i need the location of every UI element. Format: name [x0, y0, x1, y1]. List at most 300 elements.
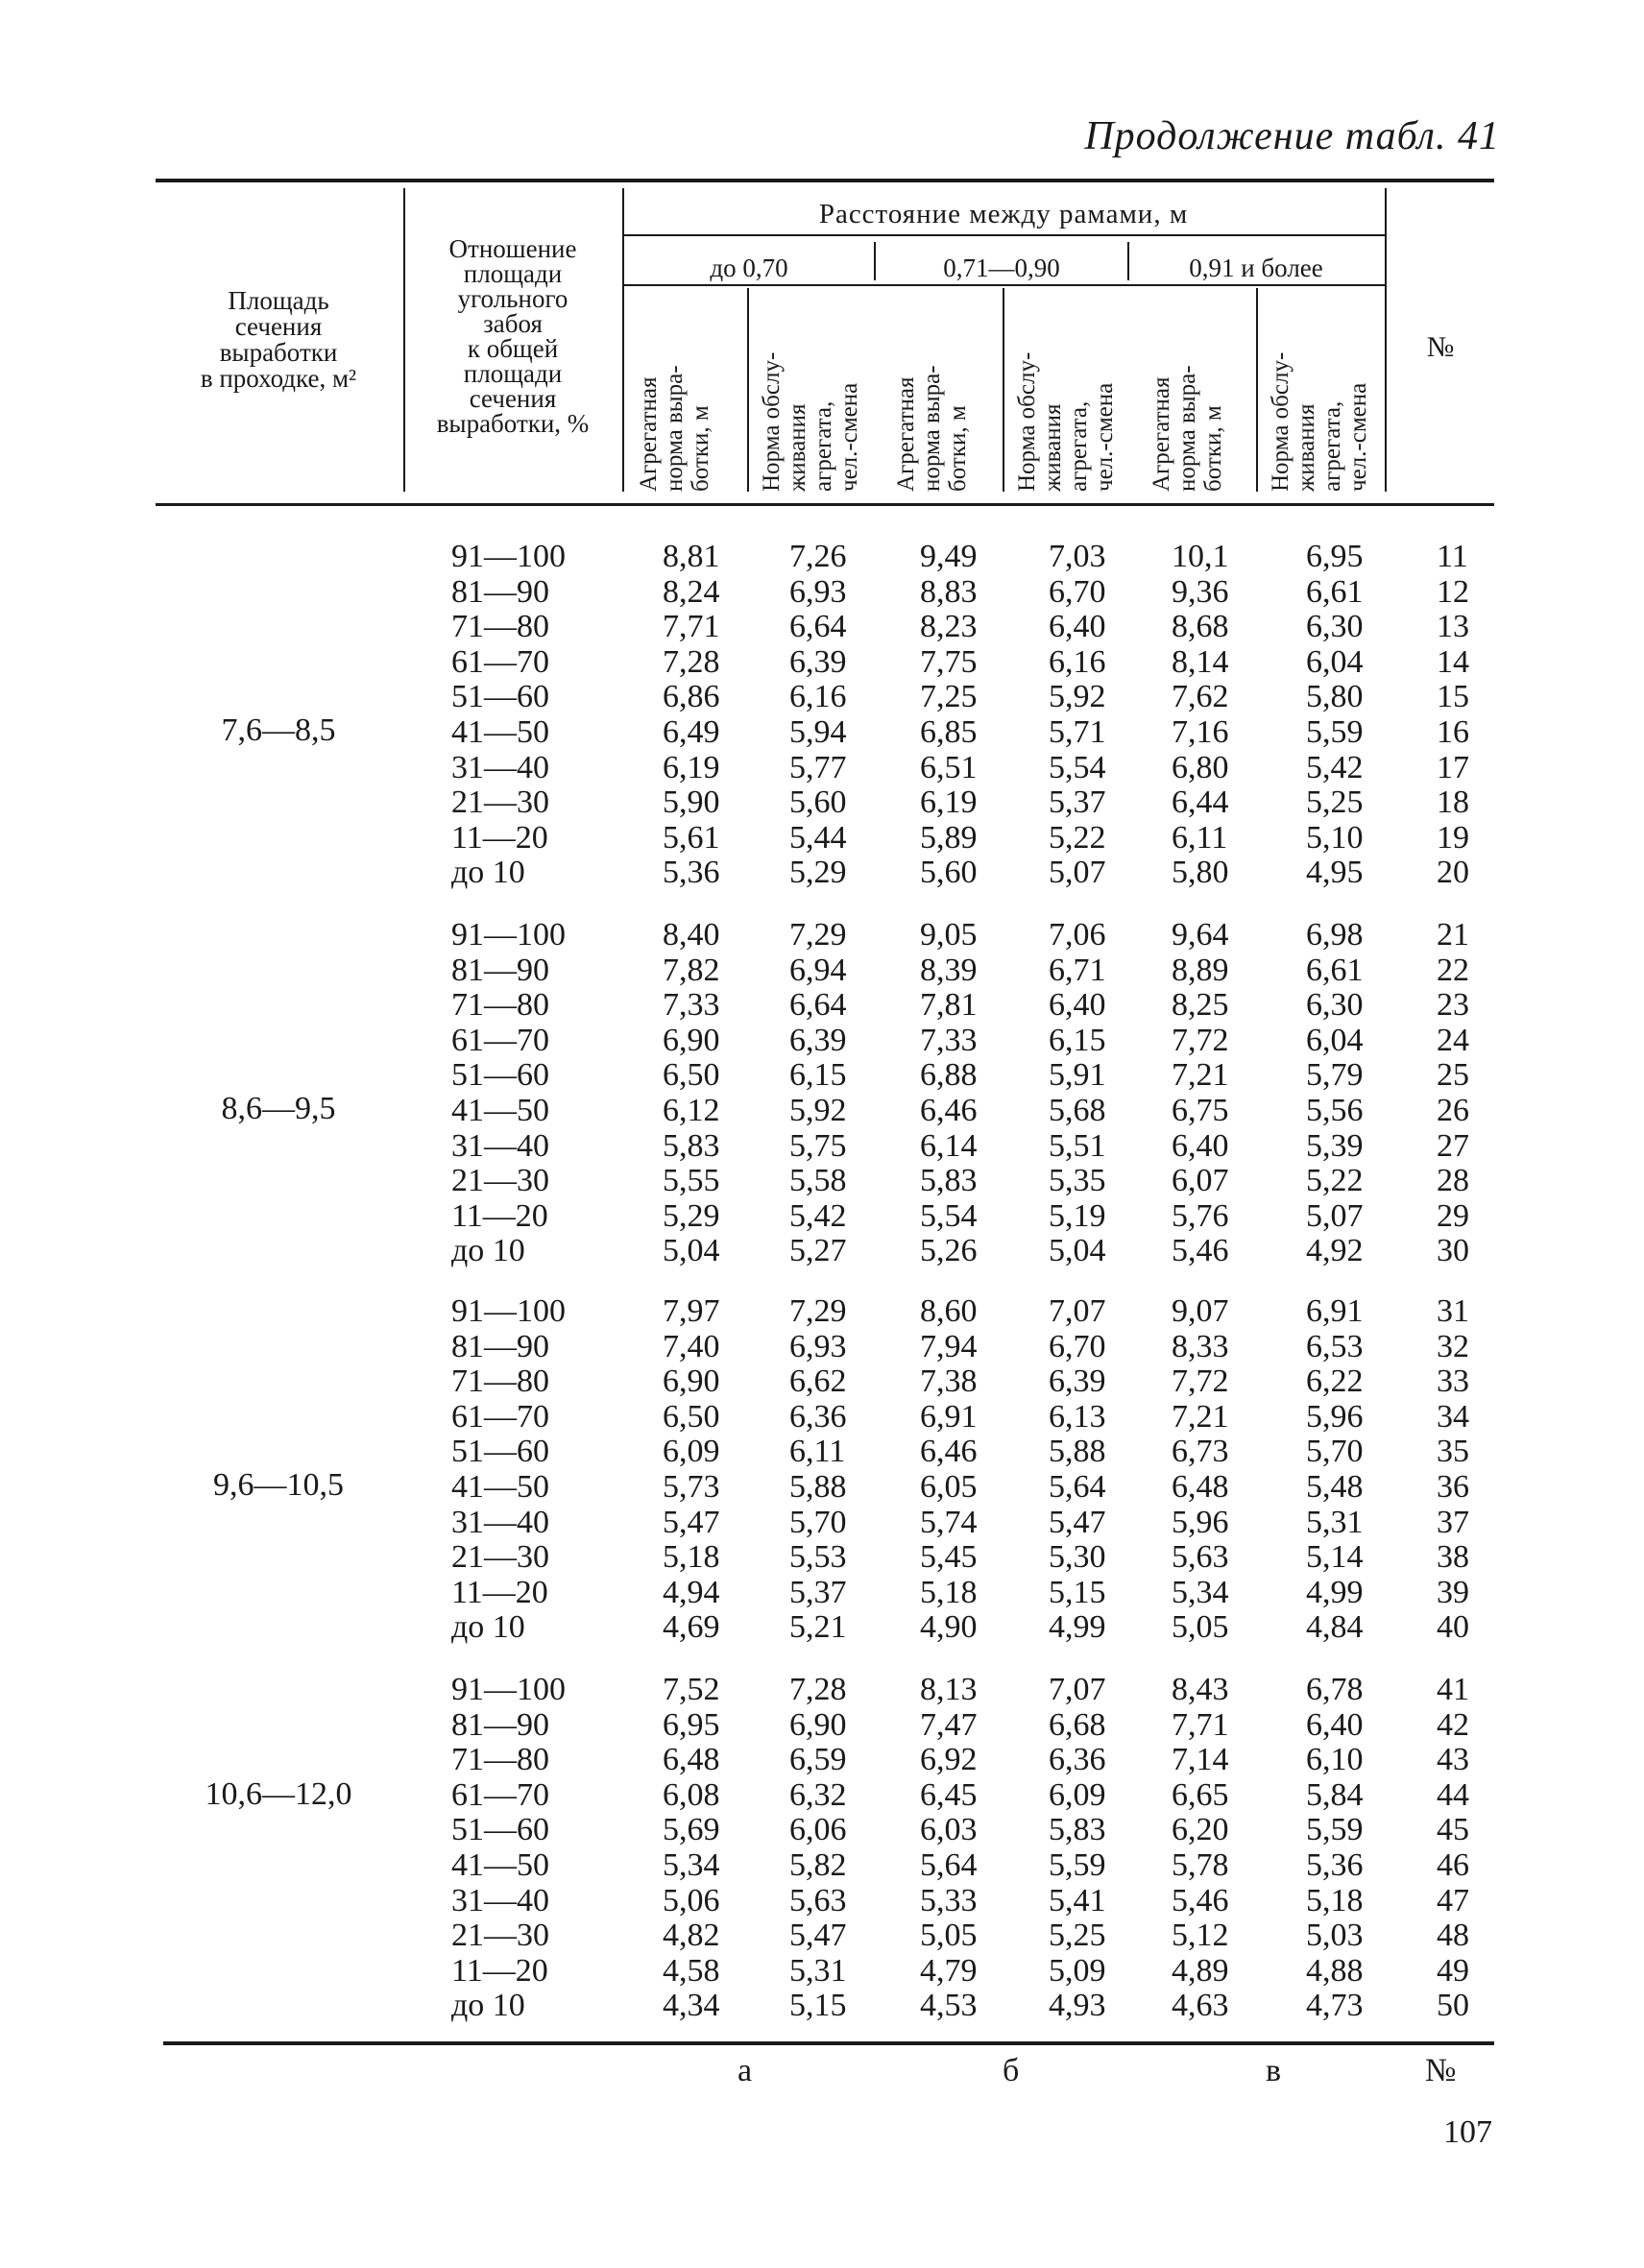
norm-a-2: 6,51: [920, 749, 978, 785]
norm-b-2: 5,04: [1049, 1233, 1106, 1269]
norm-a-1: 5,29: [663, 1197, 720, 1234]
norm-b-3: 6,04: [1306, 643, 1364, 680]
norm-a-1: 8,24: [663, 573, 720, 610]
norm-b-3: 5,79: [1306, 1057, 1364, 1094]
ratio-cell: 51—60: [451, 1812, 549, 1848]
subheader-b-3: Норма обслу- живания агрегата, чел.-смена: [1268, 351, 1371, 492]
norm-a-3: 8,43: [1172, 1672, 1229, 1707]
norm-a-1: 6,08: [663, 1776, 720, 1813]
norm-a-1: 6,90: [663, 1022, 720, 1058]
norm-b-1: 5,94: [789, 714, 847, 750]
norm-b-3: 5,03: [1306, 1918, 1364, 1954]
row-number: 20: [1437, 855, 1469, 891]
norm-b-3: 5,39: [1306, 1127, 1364, 1164]
row-number: 17: [1437, 749, 1469, 785]
norm-a-1: 8,40: [663, 917, 720, 953]
ratio-cell: 61—70: [451, 1398, 549, 1435]
row-number: 11: [1437, 539, 1468, 574]
norm-a-1: 7,28: [663, 643, 720, 680]
header-distance: Расстояние между рамами, м: [818, 199, 1189, 229]
norm-b-1: 6,39: [789, 643, 847, 680]
norm-a-2: 5,60: [920, 855, 978, 891]
subheader-b-2: Норма обслу- живания агрегата, чел.-смена: [1014, 351, 1118, 492]
row-number: 33: [1437, 1363, 1469, 1400]
ratio-cell: 11—20: [451, 1574, 548, 1610]
norm-a-1: 6,09: [663, 1434, 720, 1470]
row-number: 31: [1437, 1293, 1469, 1329]
section-area: 9,6—10,5: [213, 1467, 344, 1503]
norm-b-3: 6,78: [1306, 1672, 1364, 1707]
norm-a-1: 5,34: [663, 1847, 720, 1883]
norm-b-1: 5,47: [789, 1918, 847, 1954]
norm-a-3: 5,34: [1172, 1574, 1229, 1610]
footer-label-a: а: [737, 2053, 753, 2088]
norm-b-3: 6,10: [1306, 1742, 1364, 1778]
norm-b-2: 6,40: [1049, 609, 1106, 645]
norm-a-3: 5,63: [1172, 1539, 1229, 1576]
norm-b-2: 5,25: [1049, 1918, 1106, 1954]
norm-b-2: 5,09: [1049, 1952, 1106, 1989]
norm-b-3: 5,80: [1306, 679, 1364, 715]
subheader-a-2: Агрегатная норма выра- ботки, м: [893, 365, 971, 492]
row-number: 44: [1437, 1776, 1469, 1813]
norm-a-2: 7,25: [920, 679, 978, 715]
norm-b-2: 5,41: [1049, 1882, 1106, 1918]
header-rule: [156, 503, 1494, 506]
norm-b-2: 6,09: [1049, 1776, 1106, 1813]
norm-b-3: 5,14: [1306, 1539, 1364, 1576]
norm-b-3: 5,56: [1306, 1093, 1364, 1128]
norm-b-2: 6,40: [1049, 987, 1106, 1024]
norm-a-3: 6,40: [1172, 1127, 1229, 1164]
norm-b-2: 6,71: [1049, 952, 1106, 988]
ratio-cell: 81—90: [451, 952, 549, 988]
norm-a-2: 7,38: [920, 1363, 978, 1400]
footer-label-c: в: [1266, 2053, 1282, 2088]
row-number: 42: [1437, 1706, 1469, 1743]
norm-b-2: 6,68: [1049, 1706, 1106, 1743]
norm-b-2: 5,83: [1049, 1812, 1106, 1848]
norm-b-1: 6,64: [789, 987, 847, 1024]
row-number: 35: [1437, 1434, 1469, 1470]
ratio-cell: 81—90: [451, 1706, 549, 1743]
norm-a-1: 5,73: [663, 1469, 720, 1505]
norm-b-3: 4,99: [1306, 1574, 1364, 1610]
ratio-cell: 81—90: [451, 573, 549, 610]
norm-a-3: 7,72: [1172, 1363, 1229, 1400]
norm-a-3: 10,1: [1172, 539, 1229, 574]
row-number: 19: [1437, 819, 1469, 856]
ratio-cell: 51—60: [451, 1434, 549, 1470]
norm-b-3: 5,70: [1306, 1434, 1364, 1470]
norm-a-3: 7,62: [1172, 679, 1229, 715]
norm-a-3: 5,78: [1172, 1847, 1229, 1883]
norm-b-1: 6,16: [789, 679, 847, 715]
norm-a-1: 7,82: [663, 952, 720, 988]
norm-a-3: 5,46: [1172, 1882, 1229, 1918]
norm-b-2: 5,92: [1049, 679, 1106, 715]
norm-a-2: 5,89: [920, 819, 978, 856]
ratio-cell: 51—60: [451, 679, 549, 715]
norm-b-1: 5,53: [789, 1539, 847, 1576]
norm-a-2: 8,13: [920, 1672, 978, 1707]
norm-a-2: 5,83: [920, 1163, 978, 1199]
norm-b-1: 5,42: [789, 1197, 847, 1234]
norm-a-2: 9,49: [920, 539, 978, 574]
header-divider: [1256, 288, 1258, 492]
section-area: 7,6—8,5: [221, 712, 336, 748]
row-number: 14: [1437, 643, 1469, 680]
norm-b-3: 4,88: [1306, 1952, 1364, 1989]
ratio-cell: до 10: [451, 1609, 525, 1646]
norm-a-1: 6,86: [663, 679, 720, 715]
norm-a-3: 6,75: [1172, 1093, 1229, 1128]
norm-a-2: 9,05: [920, 917, 978, 953]
norm-b-3: 6,61: [1306, 952, 1364, 988]
section-area: 8,6—9,5: [221, 1091, 336, 1126]
norm-a-3: 9,07: [1172, 1293, 1229, 1329]
norm-b-2: 5,64: [1049, 1469, 1106, 1505]
norm-b-2: 6,70: [1049, 1328, 1106, 1364]
ratio-cell: 61—70: [451, 1776, 549, 1813]
norm-a-2: 7,33: [920, 1022, 978, 1058]
norm-b-2: 7,03: [1049, 539, 1106, 574]
norm-b-1: 5,70: [789, 1504, 847, 1540]
norm-a-1: 6,12: [663, 1093, 720, 1128]
norm-a-1: 4,34: [663, 1988, 720, 2024]
row-number: 49: [1437, 1952, 1469, 1989]
norm-b-3: 6,22: [1306, 1363, 1364, 1400]
norm-a-2: 8,60: [920, 1293, 978, 1329]
header-group-1: до 0,70: [710, 253, 788, 282]
norm-a-3: 5,80: [1172, 855, 1229, 891]
row-number: 27: [1437, 1127, 1469, 1164]
norm-a-1: 5,47: [663, 1504, 720, 1540]
subheader-b-1: Норма обслу- живания агрегата, чел.-смена: [759, 351, 862, 492]
norm-a-3: 8,89: [1172, 952, 1229, 988]
norm-b-2: 7,06: [1049, 917, 1106, 953]
row-number: 26: [1437, 1093, 1469, 1128]
top-rule: [156, 179, 1494, 182]
norm-b-2: 6,13: [1049, 1398, 1106, 1435]
row-number: 13: [1437, 609, 1469, 645]
norm-b-1: 5,31: [789, 1952, 847, 1989]
header-area: Площадь сечения выработки в проходке, м²: [200, 286, 357, 393]
header-divider: [1003, 288, 1004, 492]
ratio-cell: 81—90: [451, 1328, 549, 1364]
norm-b-1: 6,11: [789, 1434, 846, 1470]
norm-a-3: 6,11: [1172, 819, 1228, 856]
norm-a-1: 6,50: [663, 1398, 720, 1435]
row-number: 24: [1437, 1022, 1469, 1058]
norm-a-1: 4,94: [663, 1574, 720, 1610]
norm-b-2: 5,54: [1049, 749, 1106, 785]
norm-b-1: 5,75: [789, 1127, 847, 1164]
norm-a-3: 6,80: [1172, 749, 1229, 785]
norm-b-2: 6,39: [1049, 1363, 1106, 1400]
norm-b-2: 5,22: [1049, 819, 1106, 856]
norm-b-3: 6,61: [1306, 573, 1364, 610]
header-divider: [624, 284, 1385, 286]
row-number: 46: [1437, 1847, 1469, 1883]
norm-a-2: 6,92: [920, 1742, 978, 1778]
norm-b-3: 6,30: [1306, 609, 1364, 645]
norm-b-3: 6,98: [1306, 917, 1364, 953]
norm-b-3: 5,48: [1306, 1469, 1364, 1505]
norm-b-3: 5,31: [1306, 1504, 1364, 1540]
subheader-a-1: Агрегатная норма выра- ботки, м: [636, 365, 713, 492]
header-group-3: 0,91 и более: [1189, 253, 1323, 282]
ratio-cell: 31—40: [451, 1882, 549, 1918]
ratio-cell: 41—50: [451, 1093, 549, 1128]
page-number: 107: [1443, 2114, 1492, 2150]
norm-b-2: 5,71: [1049, 714, 1106, 750]
ratio-cell: 31—40: [451, 1127, 549, 1164]
norm-b-3: 5,36: [1306, 1847, 1364, 1883]
norm-b-1: 7,26: [789, 539, 847, 574]
header-divider: [624, 234, 1385, 236]
norm-b-3: 6,30: [1306, 987, 1364, 1024]
norm-b-2: 5,91: [1049, 1057, 1106, 1094]
table-caption: Продолжение табл. 41: [1084, 114, 1500, 158]
norm-b-3: 4,73: [1306, 1988, 1364, 2024]
norm-a-1: 5,90: [663, 784, 720, 821]
norm-a-3: 7,72: [1172, 1022, 1229, 1058]
row-number: 36: [1437, 1469, 1469, 1505]
norm-b-3: 5,96: [1306, 1398, 1364, 1435]
section-area: 10,6—12,0: [205, 1776, 352, 1812]
norm-a-2: 6,46: [920, 1434, 978, 1470]
norm-a-2: 7,75: [920, 643, 978, 680]
header-divider: [747, 288, 749, 492]
norm-a-1: 7,52: [663, 1672, 720, 1707]
row-number: 21: [1437, 917, 1469, 953]
norm-b-3: 5,42: [1306, 749, 1364, 785]
ratio-cell: 21—30: [451, 1918, 549, 1954]
norm-b-2: 6,15: [1049, 1022, 1106, 1058]
norm-b-3: 6,95: [1306, 539, 1364, 574]
norm-a-3: 5,96: [1172, 1504, 1229, 1540]
header-number: №: [1426, 331, 1455, 363]
ratio-cell: 11—20: [451, 819, 548, 856]
ratio-cell: 71—80: [451, 1363, 549, 1400]
ratio-cell: 61—70: [451, 1022, 549, 1058]
norm-b-1: 6,06: [789, 1812, 847, 1848]
norm-a-2: 5,33: [920, 1882, 978, 1918]
norm-b-1: 5,15: [789, 1988, 847, 2024]
row-number: 12: [1437, 573, 1469, 610]
norm-a-3: 7,16: [1172, 714, 1229, 750]
norm-a-1: 6,48: [663, 1742, 720, 1778]
norm-a-3: 5,76: [1172, 1197, 1229, 1234]
norm-b-1: 7,29: [789, 1293, 847, 1329]
norm-b-3: 5,59: [1306, 1812, 1364, 1848]
norm-b-3: 6,91: [1306, 1293, 1364, 1329]
norm-a-1: 5,69: [663, 1812, 720, 1848]
norm-a-2: 6,91: [920, 1398, 978, 1435]
norm-a-1: 8,81: [663, 539, 720, 574]
subheader-a-3: Агрегатная норма выра- ботки, м: [1148, 365, 1226, 492]
norm-b-3: 6,04: [1306, 1022, 1364, 1058]
norm-a-1: 7,71: [663, 609, 720, 645]
norm-a-3: 5,46: [1172, 1233, 1229, 1269]
norm-b-2: 6,70: [1049, 573, 1106, 610]
ratio-cell: 71—80: [451, 1742, 549, 1778]
norm-b-1: 6,32: [789, 1776, 847, 1813]
norm-b-1: 6,93: [789, 1328, 847, 1364]
row-number: 47: [1437, 1882, 1469, 1918]
norm-b-2: 5,19: [1049, 1197, 1106, 1234]
ratio-cell: до 10: [451, 1988, 525, 2024]
norm-b-3: 6,40: [1306, 1706, 1364, 1743]
header-divider: [1127, 242, 1129, 280]
norm-a-1: 5,04: [663, 1233, 720, 1269]
norm-a-1: 4,69: [663, 1609, 720, 1646]
norm-a-1: 7,40: [663, 1328, 720, 1364]
norm-b-1: 5,44: [789, 819, 847, 856]
norm-b-2: 4,93: [1049, 1988, 1106, 2024]
norm-a-2: 8,83: [920, 573, 978, 610]
norm-a-1: 6,95: [663, 1706, 720, 1743]
norm-a-3: 6,73: [1172, 1434, 1229, 1470]
norm-a-2: 8,23: [920, 609, 978, 645]
norm-a-3: 4,89: [1172, 1952, 1229, 1989]
ratio-cell: 51—60: [451, 1057, 549, 1094]
row-number: 34: [1437, 1398, 1469, 1435]
ratio-cell: 91—100: [451, 1672, 566, 1707]
norm-a-3: 7,14: [1172, 1742, 1229, 1778]
norm-b-2: 5,37: [1049, 784, 1106, 821]
norm-a-2: 8,39: [920, 952, 978, 988]
norm-b-2: 6,16: [1049, 643, 1106, 680]
norm-a-3: 6,20: [1172, 1812, 1229, 1848]
norm-a-2: 5,26: [920, 1233, 978, 1269]
norm-b-1: 5,29: [789, 855, 847, 891]
ratio-cell: 21—30: [451, 1163, 549, 1199]
norm-b-1: 5,27: [789, 1233, 847, 1269]
norm-a-1: 5,61: [663, 819, 720, 856]
ratio-cell: 71—80: [451, 987, 549, 1024]
norm-b-2: 7,07: [1049, 1293, 1106, 1329]
norm-a-3: 9,64: [1172, 917, 1229, 953]
norm-a-2: 6,19: [920, 784, 978, 821]
norm-a-3: 8,14: [1172, 643, 1229, 680]
header-ratio: Отношение площади угольного забоя к общей площади сечения выработки, %: [436, 234, 590, 438]
norm-b-1: 5,92: [789, 1093, 847, 1128]
ratio-cell: 41—50: [451, 714, 549, 750]
row-number: 39: [1437, 1574, 1469, 1610]
norm-a-1: 5,18: [663, 1539, 720, 1576]
norm-b-1: 7,29: [789, 917, 847, 953]
norm-b-1: 6,64: [789, 609, 847, 645]
norm-a-2: 6,14: [920, 1127, 978, 1164]
norm-a-2: 4,79: [920, 1952, 978, 1989]
norm-a-2: 7,94: [920, 1328, 978, 1364]
norm-a-1: 5,55: [663, 1163, 720, 1199]
row-number: 41: [1437, 1672, 1469, 1707]
norm-a-2: 4,90: [920, 1609, 978, 1646]
header-divider: [403, 188, 405, 492]
norm-b-3: 4,84: [1306, 1609, 1364, 1646]
row-number: 50: [1437, 1988, 1469, 2024]
row-number: 15: [1437, 679, 1469, 715]
norm-b-2: 5,51: [1049, 1127, 1106, 1164]
row-number: 23: [1437, 987, 1469, 1024]
norm-b-1: 5,88: [789, 1469, 847, 1505]
norm-b-1: 7,28: [789, 1672, 847, 1707]
norm-b-1: 6,93: [789, 573, 847, 610]
norm-b-3: 5,25: [1306, 784, 1364, 821]
norm-a-3: 6,48: [1172, 1469, 1229, 1505]
norm-b-3: 4,95: [1306, 855, 1364, 891]
norm-b-2: 5,30: [1049, 1539, 1106, 1576]
norm-b-3: 5,18: [1306, 1882, 1364, 1918]
norm-b-1: 6,90: [789, 1706, 847, 1743]
norm-b-2: 7,07: [1049, 1672, 1106, 1707]
norm-b-1: 6,39: [789, 1022, 847, 1058]
norm-a-3: 4,63: [1172, 1988, 1229, 2024]
ratio-cell: до 10: [451, 855, 525, 891]
ratio-cell: 41—50: [451, 1847, 549, 1883]
norm-a-2: 6,45: [920, 1776, 978, 1813]
norm-a-3: 8,68: [1172, 609, 1229, 645]
ratio-cell: 21—30: [451, 1539, 549, 1576]
norm-b-3: 5,10: [1306, 819, 1364, 856]
norm-b-1: 6,94: [789, 952, 847, 988]
bottom-rule: [163, 2041, 1494, 2045]
norm-b-1: 6,62: [789, 1363, 847, 1400]
norm-a-1: 6,19: [663, 749, 720, 785]
norm-a-1: 5,36: [663, 855, 720, 891]
norm-b-1: 6,36: [789, 1398, 847, 1435]
norm-b-2: 5,35: [1049, 1163, 1106, 1199]
norm-b-3: 5,59: [1306, 714, 1364, 750]
ratio-cell: 31—40: [451, 749, 549, 785]
norm-a-3: 5,12: [1172, 1918, 1229, 1954]
norm-b-2: 6,36: [1049, 1742, 1106, 1778]
ratio-cell: 11—20: [451, 1197, 548, 1234]
norm-a-2: 6,05: [920, 1469, 978, 1505]
norm-b-1: 5,58: [789, 1163, 847, 1199]
norm-b-1: 5,82: [789, 1847, 847, 1883]
norm-b-3: 6,53: [1306, 1328, 1364, 1364]
norm-b-1: 5,37: [789, 1574, 847, 1610]
ratio-cell: 71—80: [451, 609, 549, 645]
footer-number: №: [1425, 2053, 1457, 2088]
norm-a-3: 7,21: [1172, 1398, 1229, 1435]
norm-a-1: 5,83: [663, 1127, 720, 1164]
norm-b-3: 4,92: [1306, 1233, 1364, 1269]
row-number: 38: [1437, 1539, 1469, 1576]
norm-a-2: 4,53: [920, 1988, 978, 2024]
norm-b-3: 5,84: [1306, 1776, 1364, 1813]
norm-a-3: 7,21: [1172, 1057, 1229, 1094]
norm-a-2: 7,81: [920, 987, 978, 1024]
row-number: 30: [1437, 1233, 1469, 1269]
norm-a-2: 5,54: [920, 1197, 978, 1234]
norm-a-3: 8,25: [1172, 987, 1229, 1024]
norm-a-2: 6,03: [920, 1812, 978, 1848]
norm-a-3: 6,44: [1172, 784, 1229, 821]
norm-b-2: 5,68: [1049, 1093, 1106, 1128]
row-number: 18: [1437, 784, 1469, 821]
row-number: 16: [1437, 714, 1469, 750]
row-number: 45: [1437, 1812, 1469, 1848]
norm-a-3: 5,05: [1172, 1609, 1229, 1646]
norm-a-2: 6,88: [920, 1057, 978, 1094]
norm-a-1: 5,06: [663, 1882, 720, 1918]
row-number: 37: [1437, 1504, 1469, 1540]
